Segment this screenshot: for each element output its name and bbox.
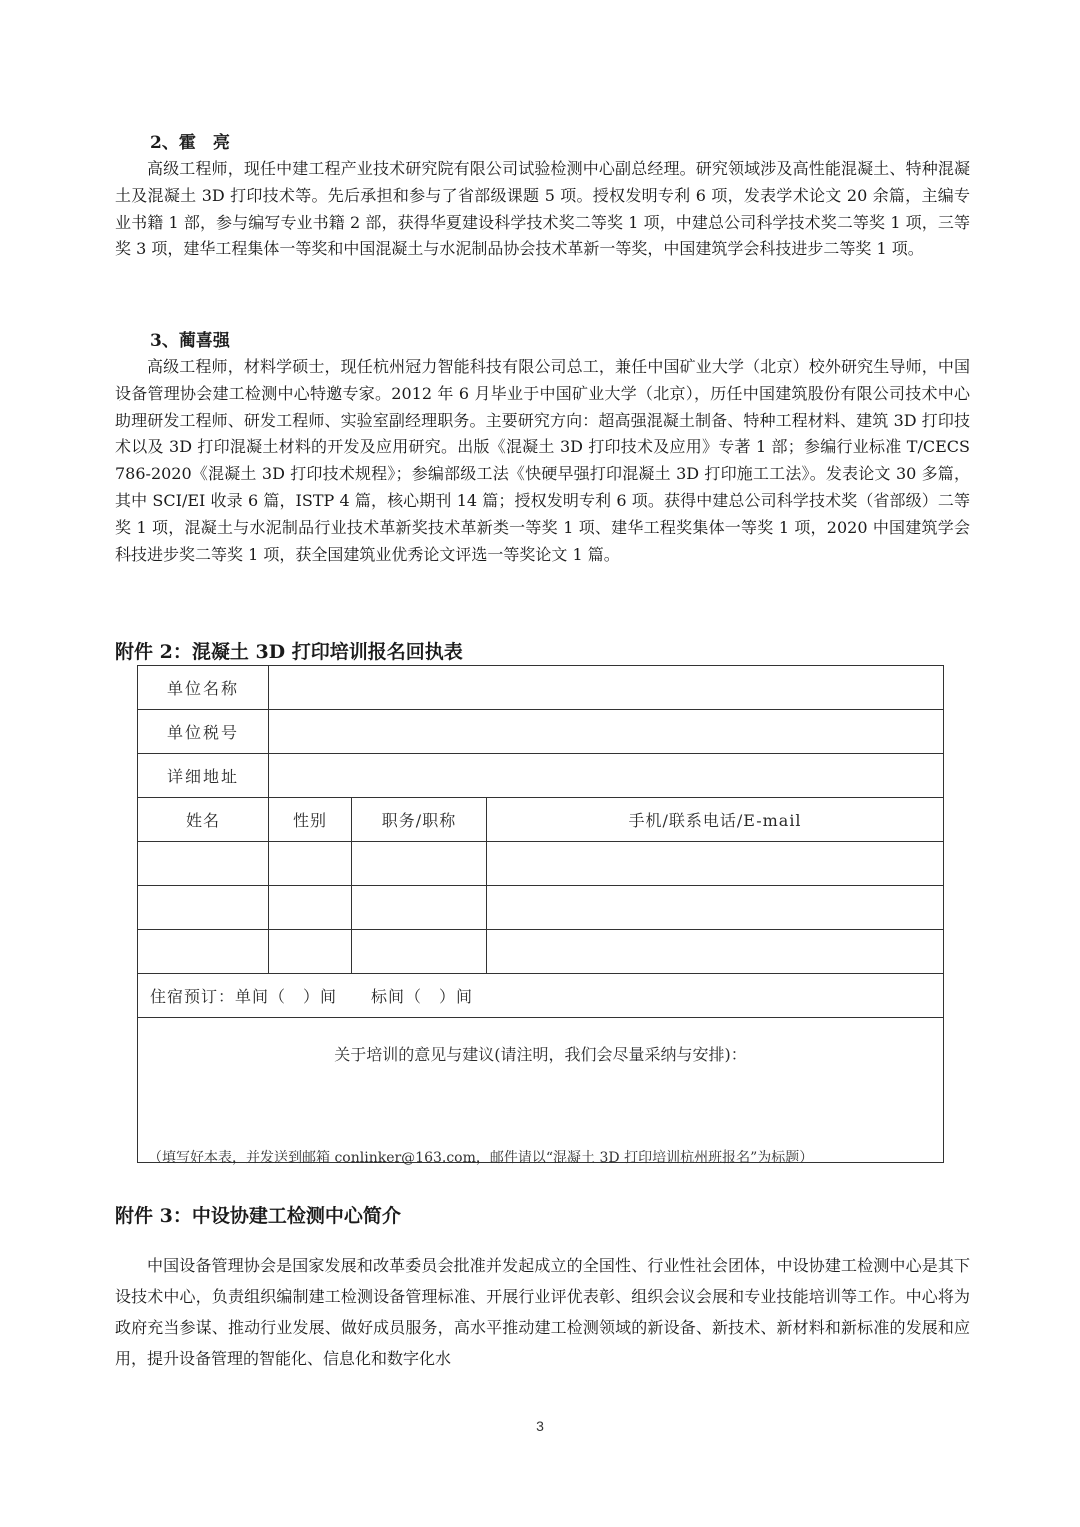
registration-form-table bbox=[137, 665, 944, 1163]
attachment2-heading: 附件 2：混凝土 3D 打印培训报名回执表 bbox=[115, 641, 463, 663]
title-cell[interactable] bbox=[352, 930, 487, 974]
address-field[interactable] bbox=[269, 754, 944, 798]
gender-cell[interactable] bbox=[269, 930, 352, 974]
person-heading: 3、蔺喜强 bbox=[150, 331, 230, 351]
page-number: 3 bbox=[536, 1418, 544, 1434]
contact-cell[interactable] bbox=[487, 842, 944, 886]
contact-cell[interactable] bbox=[487, 886, 944, 930]
form-row-address bbox=[138, 754, 944, 798]
suggestions-field[interactable]: 关于培训的意见与建议(请注明，我们会尽量采纳与安排)： bbox=[138, 1018, 944, 1163]
attachment3-intro bbox=[115, 1250, 970, 1374]
column-header-gender: 性别 bbox=[269, 798, 352, 842]
person-block-huo-liang bbox=[115, 130, 970, 263]
name-cell[interactable] bbox=[138, 886, 269, 930]
person-heading: 2、霍 亮 bbox=[150, 133, 230, 153]
attachment3-heading: 附件 3：中设协建工检测中心简介 bbox=[115, 1205, 401, 1227]
column-header-name: 姓名 bbox=[138, 798, 269, 842]
intro-paragraph: 中国设备管理协会是国家发展和改革委员会批准并发起成立的全国性、行业性社会团体，中设协建工检测中心是其下设技术中心，负责组织编制建工检测设备管理标准、开展行业评优表彰、组织会议会展和专业技能培训等工作。中心将为政府充当参谋、推动行业发展、做好成员服务，高水平推动建工检测领域的新设备、新技术、新材料和新标准的发展和应用，提升设备管理的智能化、信息化和数字化水 bbox=[115, 1256, 970, 1368]
tax-id-field[interactable] bbox=[269, 710, 944, 754]
table-row bbox=[138, 930, 944, 974]
form-row-tax-id bbox=[138, 710, 944, 754]
unit-name-field[interactable] bbox=[269, 666, 944, 710]
name-cell[interactable] bbox=[138, 930, 269, 974]
tax-id-label: 单位税号 bbox=[138, 710, 269, 754]
submission-note: （填写好本表，并发送到邮箱 conlinker@163.com，邮件请以“混凝土 3D 打印培训杭州班报名”为标题） bbox=[148, 1150, 814, 1166]
gender-cell[interactable] bbox=[269, 842, 352, 886]
form-header-row bbox=[138, 798, 944, 842]
table-row bbox=[138, 886, 944, 930]
contact-cell[interactable] bbox=[487, 930, 944, 974]
person-bio: 高级工程师，材料学硕士，现任杭州冠力智能科技有限公司总工，兼任中国矿业大学（北京）校外研究生导师，中国设备管理协会建工检测中心特邀专家。2012 年 6 月毕业于中国矿业大学（北京），历任中国建筑股份有限公司技术中心助理研发工程师、研发工程师、实验室副经理职务。主要研究方向：超高强混凝土制备、特种工程材料、建筑 3D 打印技术以及 3D 打印混凝土材料的开发及应用研究。出版《混凝土 3D 打印技术及应用》专著 1 部；参编行业标准 T/CECS 786-2020《混凝土 3D 打印技术规程》；参编部级工法《快硬早强打印混凝土 3D 打印施工工法》。发表论文 30 多篇，其中 SCI/EI 收录 6 篇，ISTP 4 篇，核心期刊 14 篇；授权发明专利 6 项。获得中建总公司科学技术奖（省部级）二等奖 1 项，混凝土与水泥制品行业技术革新奖技术革新类一等奖 1 项、建华工程奖集体一等奖 1 项，2020 中国建筑学会科技进步奖二等奖 1 项，获全国建筑业优秀论文评选一等奖论文 1 篇。 bbox=[115, 357, 970, 564]
column-header-title: 职务/职称 bbox=[352, 798, 487, 842]
person-block-lin-xiqiang bbox=[115, 328, 970, 568]
form-row-lodging bbox=[138, 974, 944, 1018]
gender-cell[interactable] bbox=[269, 886, 352, 930]
title-cell[interactable] bbox=[352, 842, 487, 886]
table-row bbox=[138, 842, 944, 886]
person-bio: 高级工程师，现任中建工程产业技术研究院有限公司试验检测中心副总经理。研究领域涉及高性能混凝土、特种混凝土及混凝土 3D 打印技术等。先后承担和参与了省部级课题 5 项。授权发明专利 6 项，发表学术论文 20 余篇，主编专业书籍 1 部，参与编写专业书籍 2 部，获得华夏建设科学技术奖二等奖 1 项，中建总公司科学技术奖二等奖 1 项，三等奖 3 项，建华工程集体一等奖和中国混凝土与水泥制品协会技术革新一等奖，中国建筑学会科技进步二等奖 1 项。 bbox=[115, 159, 970, 259]
name-cell[interactable] bbox=[138, 842, 269, 886]
title-cell[interactable] bbox=[352, 886, 487, 930]
form-row-unit-name bbox=[138, 666, 944, 710]
address-label: 详细地址 bbox=[138, 754, 269, 798]
form-row-suggestions bbox=[138, 1018, 944, 1163]
lodging-booking[interactable]: 住宿预订：单间（ ）间 标间（ ）间 bbox=[138, 974, 944, 1018]
column-header-contact: 手机/联系电话/E-mail bbox=[487, 798, 944, 842]
unit-name-label: 单位名称 bbox=[138, 666, 269, 710]
